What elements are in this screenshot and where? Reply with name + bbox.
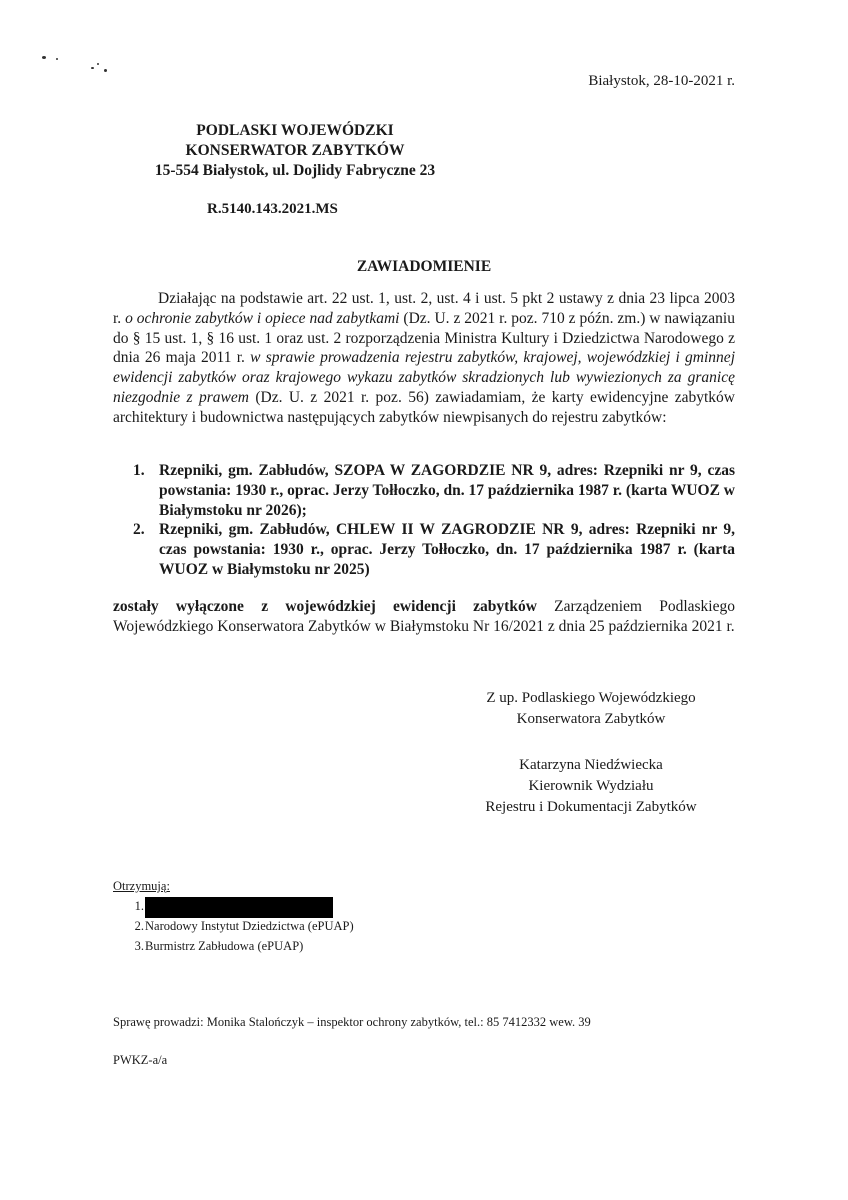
list-item-number: 1. [133, 462, 145, 479]
list-item-text: Rzepniki, gm. Zabłudów, SZOPA W ZAGORDZIE NR 9, adres: Rzepniki nr 9, czas powstania: 1930 r., oprac. Jerzy Tołłoczko, dn. 17 października 1987 r. (karta WUOZ w Białymstoku nr 2026); [159, 462, 735, 519]
signature-signer [430, 755, 752, 818]
signature-line1: Z up. Podlaskiego Wojewódzkiego [486, 690, 696, 706]
recipient-number: 3. [134, 939, 144, 953]
place-date: Białystok, 28-10-2021 r. [588, 73, 735, 89]
notice-body [113, 289, 735, 428]
signature-authority [430, 688, 752, 730]
reference-number: R.5140.143.2021.MS [207, 201, 338, 217]
body-text-2: (Dz. U. z 2021 r. poz. 710 z późn. zm.) w nawiązaniu do § 15 ust. 1, § 16 ust. 1 oraz ust. 2 rozporządzenia Ministra Kultury i Dziedzictwa Narodowego z dnia 26 maja 2011 r. [113, 309, 735, 367]
recipients-header: Otrzymują: [113, 879, 170, 893]
list-item [133, 520, 735, 579]
list-item-text: Rzepniki, gm. Zabłudów, CHLEW II W ZAGRODZIE NR 9, adres: Rzepniki nr 9, czas powstania: 1930 r., oprac. Jerzy Tołłoczko, dn. 17 października 1987 r. (karta WUOZ w Białymstoku nr 2025) [159, 521, 735, 578]
redaction-box [145, 897, 333, 918]
signer-position1: Kierownik Wydziału [528, 778, 654, 794]
body-text-1: Działając na podstawie art. 22 ust. 1, ust. 2, ust. 4 i ust. 5 pkt 2 ustawy z dnia 23 lipca 2003 r. [113, 290, 735, 327]
monument-list [133, 461, 735, 580]
office-name-line2: KONSERWATOR ZABYTKÓW [185, 142, 405, 159]
list-item-number: 2. [133, 521, 145, 539]
recipient-item [113, 936, 354, 956]
document-title: ZAWIADOMIENIE [356, 258, 492, 275]
result-text: Zarządzeniem Podlaskiego Wojewódzkiego Konserwatora Zabytków w Białymstoku Nr 16/2021 z dnia 25 października 2021 r. [113, 598, 735, 635]
notice-paragraph [113, 289, 735, 428]
body-text-3: (Dz. U. z 2021 r. poz. 56) zawiadamiam, że karty ewidencyjne zabytków architektury i budownictwa następujących zabytków niewpisanych do rejestru zabytków: [113, 388, 735, 426]
signer-position2: Rejestru i Dokumentacji Zabytków [485, 799, 697, 815]
signature-line2: Konserwatora Zabytków [516, 711, 666, 727]
office-address: 15-554 Białystok, ul. Dojlidy Fabryczne 23 [154, 162, 436, 179]
list-item [133, 461, 735, 520]
recipient-item [113, 916, 354, 936]
office-header [110, 121, 480, 181]
recipient-number: 1. [134, 899, 144, 913]
recipients-block [113, 876, 354, 956]
scan-specks [40, 50, 120, 80]
recipient-text: Burmistrz Zabłudowa (ePUAP) [145, 939, 304, 953]
case-officer: Sprawę prowadzi: Monika Stalończyk – inspektor ochrony zabytków, tel.: 85 7412332 wew. 39 [113, 1015, 591, 1029]
document-code: PWKZ-a/a [113, 1053, 168, 1067]
act-title: o ochronie zabytków i opiece nad zabytkami [125, 309, 400, 327]
result-bold: zostały wyłączone z wojewódzkiej ewidencji zabytków [113, 598, 537, 615]
office-name-line1: PODLASKI WOJEWÓDZKI [196, 122, 394, 139]
recipient-item [113, 896, 354, 916]
recipient-number: 2. [134, 919, 144, 933]
signer-name: Katarzyna Niedźwiecka [519, 757, 663, 773]
result-paragraph [113, 597, 735, 637]
regulation-title: w sprawie prowadzenia rejestru zabytków, krajowej, wojewódzkiej i gminnej ewidencji zabytków oraz krajowego wykazu zabytków skradzionych lub wywiezionych za granicę niezgodnie z prawem [113, 349, 735, 406]
recipient-text: Narodowy Instytut Dziedzictwa (ePUAP) [145, 919, 354, 933]
